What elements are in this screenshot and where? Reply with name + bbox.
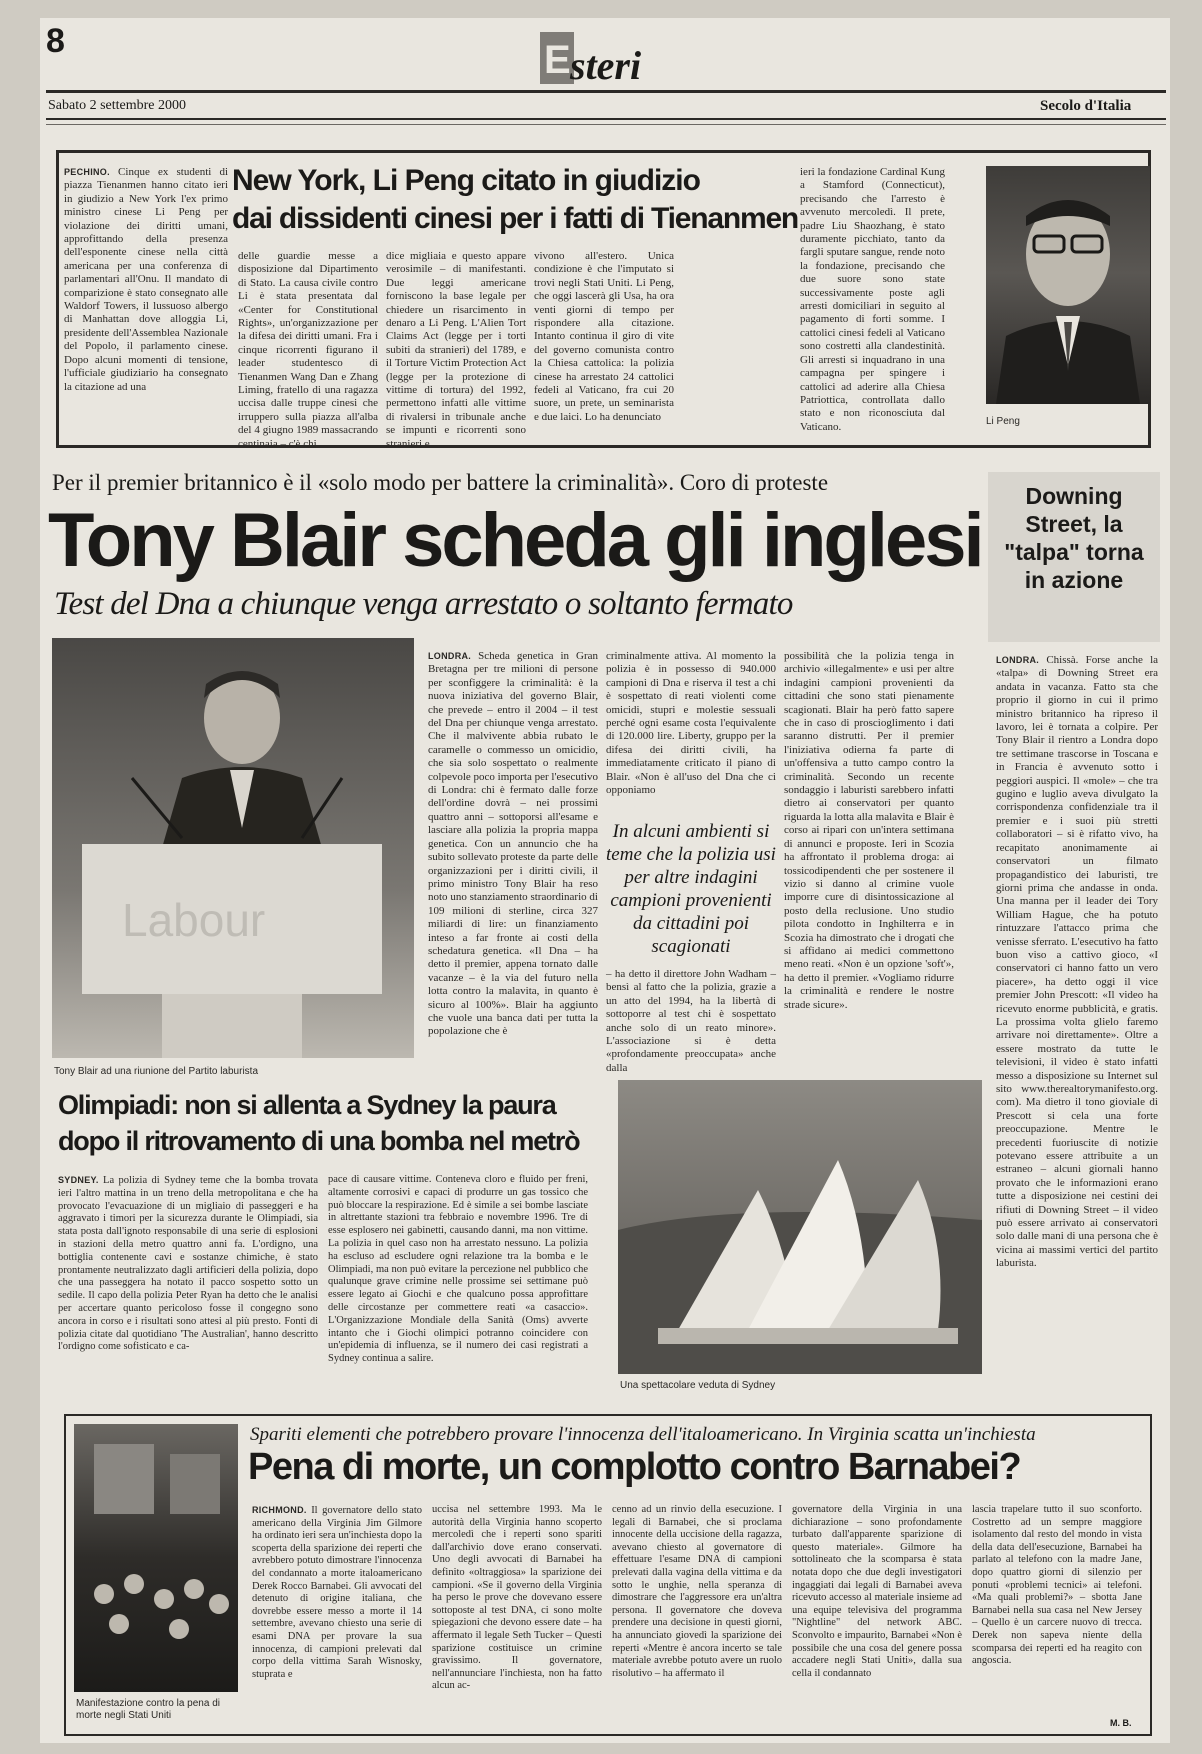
li-peng-photo: [986, 166, 1150, 404]
blair-col-2a: criminalmente attiva. Al momento la polizia è in possesso di 940.000 campioni di Dna e riserva il test a chi è sospettato di reati violenti come omicidi, stupri e molestie sessuali perché ogni esame costa l'equivalente di 120.000 lire. Liberty, gruppo per la difesa dei diritti civili, ha immediatamente criticato il piano di Blair. «Non è all'uso del Dna che ci opponiamo: [606, 650, 776, 797]
downing-headline: Downing Street, la "talpa" torna in azione: [1004, 483, 1144, 593]
article-text: Cinque ex studenti di piazza Tienanmen hanno citato ieri in giudizio a New York l'ex primo ministro cinese Li Peng per violazione dei diritti umani, approfittando della presenza dell'esponente cinese nella città americana per una conferenza di parlamentari all'Onu. Il mandato di comparizione è stato consegnato alle Waldorf Towers, il lussuoso albergo di Manhattan dove alloggia Li, presidente dell'Assemblea Nazionale del Popolo, il parlamento cinese. Dopo alcuni momenti di tensione, l'ufficiale giudiziario ha consegnato la citazione ad una: [64, 166, 229, 393]
blair-subtitle: Test del Dna a chiunque venga arrestato o soltanto fermato: [54, 586, 793, 622]
header-rule-2: [46, 118, 1166, 120]
barnabei-col-5: lascia trapelare tutto il suo sconforto. Costretto ad un sempre maggiore isolamento dal resto del mondo in vista della data dell'esecuzione, Barnabei ha parlato al telefono con la madre Jane, dopo quattro giorni di silenzio per ponuti «problemi tecnici» ai telefoni. «Ma quali problemi?» – sbotta Jane Barnabei nella sua casa nel New Jersey – Quello è un carcere nuovo di trecca. Derek non sapeva niente della scomparsa dei reperti ed ha reagito con angoscia.: [972, 1504, 1142, 1667]
masthead: Secolo d'Italia: [1040, 98, 1132, 114]
blair-photo: [52, 638, 414, 1058]
article-text: Il governatore dello stato americano della Virginia Jim Gilmore ha ordinato ieri sera un'inchiesta dopo la scoperta della sparizione dei reperti che avrebbero potuto dimostrare l'innocenza del condannato a morte italoamericano Derek Rocco Barnabei. Gli avvocati del detenuto di origine italiana, che dovrebbe essere messo a morte il 14 settembre, avevano chiesto una serie di esami DNA per provare la sua innocenza, di campioni prelevati dal corpo della vittima Sarah Wisnosky, stuprata e: [252, 1505, 422, 1680]
dateline: LONDRA.: [996, 655, 1040, 665]
section-initial-block: [540, 32, 574, 84]
barnabei-col-4: governatore della Virginia in una dichiarazione – sono profondamente turbato dall'apparente sparizione di questo materiale». Gilmore ha sottolineato che la scomparsa è stata notata dopo che due degli investigatori ingaggiati dai legali di Barnabei aveva ricevuto accesso al materiale insieme ad una equipe televisiva del programma "Nightline" del network ABC. Sconvolto e impaurito, Barnabei «Non è possibile che una cosa del genere possa accadere negli Stati Uniti», dalla sua cella il condannato: [792, 1504, 962, 1679]
header-rule: [46, 90, 1166, 93]
sydney-headline-2: dopo il ritrovamento di una bomba nel metrò: [58, 1126, 580, 1156]
li-peng-col-2: delle guardie messe a disposizione dal Dipartimento di Stato. La causa civile contro Li è stata presentata dal «Center for Constitutional Rights», un'organizzazione per la difesa dei diritti umani. Fra i cinque ricorrenti figurano il leader studentesco di Tienanmen Wang Dan e Zhang Liming, fratello di una ragazza uccisa dalle truppe cinesi che irruppero sulla piazza all'alba del 4 giugno 1989 massacrando centinaia – c'è chi: [238, 250, 378, 450]
sydney-col-2: pace di causare vittime. Conteneva cloro e fluido per freni, altamente corrosivi e capaci di produrre un gas tossico che può bloccare la respirazione. Ed è simile a sei bombe lasciate in altrettante stazioni tra febbraio e novembre 1996. Tre di esse esplosero nei gabinetti, causando danni, ma non vittime. La polizia in quel caso non ha arrestato nessuno. La polizia ha escluso ad escludere ogni relazione tra la bomba e le Olimpiadi, ma non può evitare la percezione nel pubblico che qualunque grave crimine nelle prossime sei settimane può essere legato ai Giochi e che qualcuno possa approfittare delle circostanze per commettere reati «a casaccio». L'Organizzazione Mondiale della Sanità (Oms) avverte intanto che i Giochi olimpici potranno coincidere con un'epidemia di influenza, se il numero dei casi registrati a Sydney continua a salire.: [328, 1174, 588, 1365]
downing-body: [996, 654, 1158, 1400]
section-initial: E: [544, 38, 571, 82]
dateline: SYDNEY.: [58, 1175, 99, 1185]
blair-col-3: possibilità che la polizia tenga in archivio «illegalmente» e usi per altre indagini campioni provenienti da cittadini che sono stati pienamente scagionati. Blair ha però fatto sapere che in caso di proscioglimento i dati saranno distrutti. Per il premier l'iniziativa odierna fa parte di un'offensiva a tutto campo contro la criminalità. Secondo un recente sondaggio i laburisti sarebbero infatti dietro ai conservatori per quanto riguarda la lotta alla malavita e Blair è corso ai ripari con un'intera settimana di annunci e proposte. Ieri in Scozia ha affrontato il problema droga: ai tossicodipendenti che per sostenere il vizio si danno al crimine vuole imporre cure di disintossicazione al posto della reclusione. Uno studio pilota condotto in Inghilterra e in Scozia ha dimostrato che i drogati che si affidano ai medici commettono meno reati. «Non è un opzione 'soft'», ha detto il premier. «Vogliamo ridurre la criminalità e rendere le nostre strade sicure».: [784, 650, 954, 1011]
page-number: 8: [46, 22, 65, 60]
issue-date: Sabato 2 settembre 2000: [48, 98, 187, 113]
portrait-figure: [986, 166, 1150, 404]
sydney-photo: [618, 1080, 982, 1374]
barnabei-col-3: cenno ad un rinvio della esecuzione. I legali di Barnabei, che si proclama innocente della uccisione della ragazza, avevano chiesto al governatore di effettuare l'esame DNA di campioni prelevati dalla vagina della vittima e da sotto le unghie, nella speranza di dimostrare che l'aggressore era un'altra persona. Il governatore che doveva prendere una decisione in questi giorni, ha annunciato giovedì la sparizione dei reperti «Mentre è ancora incerto se tale materiale avrebbe potuto avere un ruolo risolutivo – ha affermato il: [612, 1504, 782, 1679]
barnabei-col-2: uccisa nel settembre 1993. Ma le autorità della Virginia hanno scoperto mercoledì che i reperti sono spariti dall'archivio dove erano conservati. Uno degli avvocati di Barnabei ha definito «oltraggiosa» la sparizione dei campioni. «Se il governo della Virginia ha perso le prove che dovevano essere sottoposte al test DNA, ci sono molte spiegazioni che devono essere date – ha affermato il legale Seth Tucker – Questi sparizione costituisce un crimine gravissimo. Il governatore, nell'annunciare l'inchiesta, non ha fatto alcun ac-: [432, 1504, 602, 1692]
article-text: Chissà. Forse anche la «talpa» di Downing Street era andata in vacanza. Fatto sta che proprio il giorno in cui il primo ministro britannico ha ripreso il lavoro, lei è tornata a colpire. Per Tony Blair il rientro a Londra dopo tre settimane trascorse in Toscana e in Francia è avvenuto sotto i peggiori auspici. Il «mole» – che tra gugino e luglio aveva divulgato la corrispondenza confidenziale tra il premier e i suoi più stretti collaboratori – si è rifatto vivo, ha recapitato anonimamente ai conservatori un filmato propagandistico dei laburisti, tre giorni prima che andasse in onda. Una manna per il leader dei Tory William Hague, che ha potuto rintuzzare l'attacco prima che venisse sferrato. L'esecutivo ha fatto buon viso a cattivo gioco, «I conservatori ci hanno fatto un vero piacere», ha detto oggi il vice premier John Prescott: «Il video ha ricevuto enorme pubblicità, e gratis. La prossima volta glielo faremo arrivare noi direttamente». Oltre a essere mostrato da tutte le televisioni, il video è stato infatti messo a disposizione su Internet sul sito www.therealtorymanifesto.org. com). Ma dietro il tono gioviale di Prescott si cela una forte preoccupazione. Mentre le precedenti fuoriuscite di notizie potevano essere attribuite a un estraneo – alcuni giornali hanno provato che le informazioni erano tutte a disposizione nei cestini dei rifiuti di Downing Street – il video può essere arrivato ai conservatori solo dalle mani di una persona che è vicina ai massimi vertici del partito laburista.: [996, 654, 1159, 1270]
blair-col-1: [428, 650, 598, 1070]
sydney-caption: Una spettacolare veduta di Sydney: [620, 1380, 776, 1391]
barnabei-col-1: [252, 1504, 422, 1730]
dateline: LONDRA.: [428, 651, 472, 661]
sydney-headline-1: Olimpiadi: non si allenta a Sydney la paura: [58, 1090, 556, 1120]
newspaper-page: [40, 18, 1170, 1743]
blair-col-2b: – ha detto il direttore John Wadham – bensì al fatto che la polizia, grazie a un atto del 1994, ha la libertà di sottoporre al test chi è sospettato anche solo di un reato minore». L'associazione si è detta «profondamente preoccupata» anche dalla: [606, 968, 776, 1074]
opera-house-figure: [618, 1080, 982, 1374]
section-title: steri: [570, 43, 642, 88]
li-peng-caption: Li Peng: [986, 416, 1020, 427]
barnabei-caption: Manifestazione contro la pena di morte negli Stati Uniti: [76, 1698, 220, 1721]
downing-title-box: [988, 472, 1160, 642]
li-peng-col-4: vivono all'estero. Unica condizione è che l'imputato si trovi negli Stati Uniti. Li Peng, che oggi lascerà gli Usa, ha ora venti giorni di tempo per rispondere alla citazione. Intanto continua il giro di vite del governo comunista contro la Chiesa cattolica: la polizia cinese ha arrestato 24 cattolici fedeli al Vaticano, fra cui 20 suore, un prete, un seminarista e due laici. Lo ha denunciato: [534, 250, 674, 423]
podium-logo: Labour: [122, 894, 266, 946]
pull-quote: In alcuni ambienti si teme che la polizia usi per altre indagini campioni provenienti da cittadini poi scagionati: [606, 821, 776, 957]
li-peng-headline-1: New York, Li Peng citato in giudizio: [232, 164, 700, 197]
li-peng-col-1: [64, 166, 228, 440]
blair-photo-figure: [52, 638, 414, 1058]
protest-crowd-figure: [74, 1424, 238, 1692]
barnabei-photo: [74, 1424, 238, 1692]
blair-headline: Tony Blair scheda gli inglesi: [48, 498, 982, 583]
sydney-col-1: [58, 1174, 318, 1398]
li-peng-col-3: dice migliaia e questo appare verosimile – di manifestanti. Due leggi americane forniscono la base legale per chiedere un risarcimento in denaro a Li Peng. L'Alien Tort Claims Act (legge per i torti subiti da stranieri) del 1789, e il Torture Victim Protection Act (legge per la protezione di vittime di tortura) del 1992, permettono infatti alle vittime di rivalersi in tribunale anche se impunti e ricorrenti sono stranieri e: [386, 250, 526, 450]
header-rule-3: [46, 124, 1166, 125]
dateline: PECHINO.: [64, 167, 110, 177]
article-text: La polizia di Sydney teme che la bomba trovata ieri l'altro mattina in un treno della metropolitana e che ha provocato l'evacuazione di un migliaio di passeggeri e ha aggravato i timori per la sicurezza durante le Olimpiadi, sia stata posta dall'ignoto responsabile di una serie di esplosioni in stazioni della metro quattro anni fa. L'ordigno, una bottiglia contenente cavi e sostanze chimiche, è stato prontamente neutralizzato dagli artificieri della polizia, dopo che una passeggera ha notato il pacco sospetto sotto un sedile. Il capo della polizia Peter Ryan ha detto che le analisi per accertare quanto pericoloso fosse il congegno sono ancora in corso e i risultati sono attesi al più presto. Fonti di polizia citate dal quotidiano 'The Australian', hanno descritto l'ordigno come sofisticato e ca-: [58, 1175, 318, 1353]
blair-overline: Per il premier britannico è il «solo modo per battere la criminalità». Coro di proteste: [52, 470, 829, 495]
barnabei-overline: Spariti elementi che potrebbero provare l'innocenza dell'italoamericano. In Virginia scatta un'inchiesta: [250, 1424, 1036, 1445]
li-peng-col-5: ieri la fondazione Cardinal Kung a Stamford (Connecticut), precisando che l'arresto è avvenuto mercoledì. Il prete, padre Liu Shaozhang, è stato duramente picchiato, tanto da fargli sputare sangue, rende noto la fondazione, precisando che due suore sono state successivamente poste agli arresti domiciliari in seguito al pagamento di forti somme. I cattolici cinesi fedeli al Vaticano sono costretti alla clandestinità. Gli arresti si inquadrano in una campagna per spingere i cattolici ad aderire alla Chiesa Patriottica, controllata dallo stato e non riconosciuta dal Vaticano.: [800, 166, 945, 433]
blair-caption: Tony Blair ad una riunione del Partito laburista: [54, 1066, 259, 1077]
article-text: Scheda genetica in Gran Bretagna per tre milioni di persone per sconfiggere la criminalità: è la nuova iniziativa del governo Blair, che prevede – entro il 2004 – il test del Dna per chiunque venga arrestato. Che il malvivente abbia rubato le caramelle o commesso un omicidio, che sia solo sospettato o realmente colpevole poco importa per l'esecutivo di Londra: chi è fermato dalle forze dell'ordine dovrà – nei prossimi quattro anni – sottoporsi all'esame e lasciare alla polizia la propria mappa genetica. Con un annuncio che ha subito sollevato proteste da parte delle organizzazioni per i diritti civili, il primo ministro Tony Blair ha reso noto uno stanziamento straordinario di 109 milioni di sterline, circa 327 miliardi di lire: un finanziamento inteso a far fronte ai costi della schedatura genetica. «Il Dna – ha detto il premier, appena tornato dalle vacanze – è la via del futuro nella lotta contro la malavita, in quanto è sicuro al 100%». Blair ha aggiunto che vuole una banca dati per tutta la popolazione che è: [428, 650, 598, 1038]
dateline: RICHMOND.: [252, 1505, 307, 1515]
barnabei-headline: Pena di morte, un complotto contro Barnabei?: [248, 1446, 1021, 1488]
li-peng-headline-2: dai dissidenti cinesi per i fatti di Tienanmen: [232, 202, 799, 235]
author-signature: M. B.: [1110, 1718, 1132, 1728]
